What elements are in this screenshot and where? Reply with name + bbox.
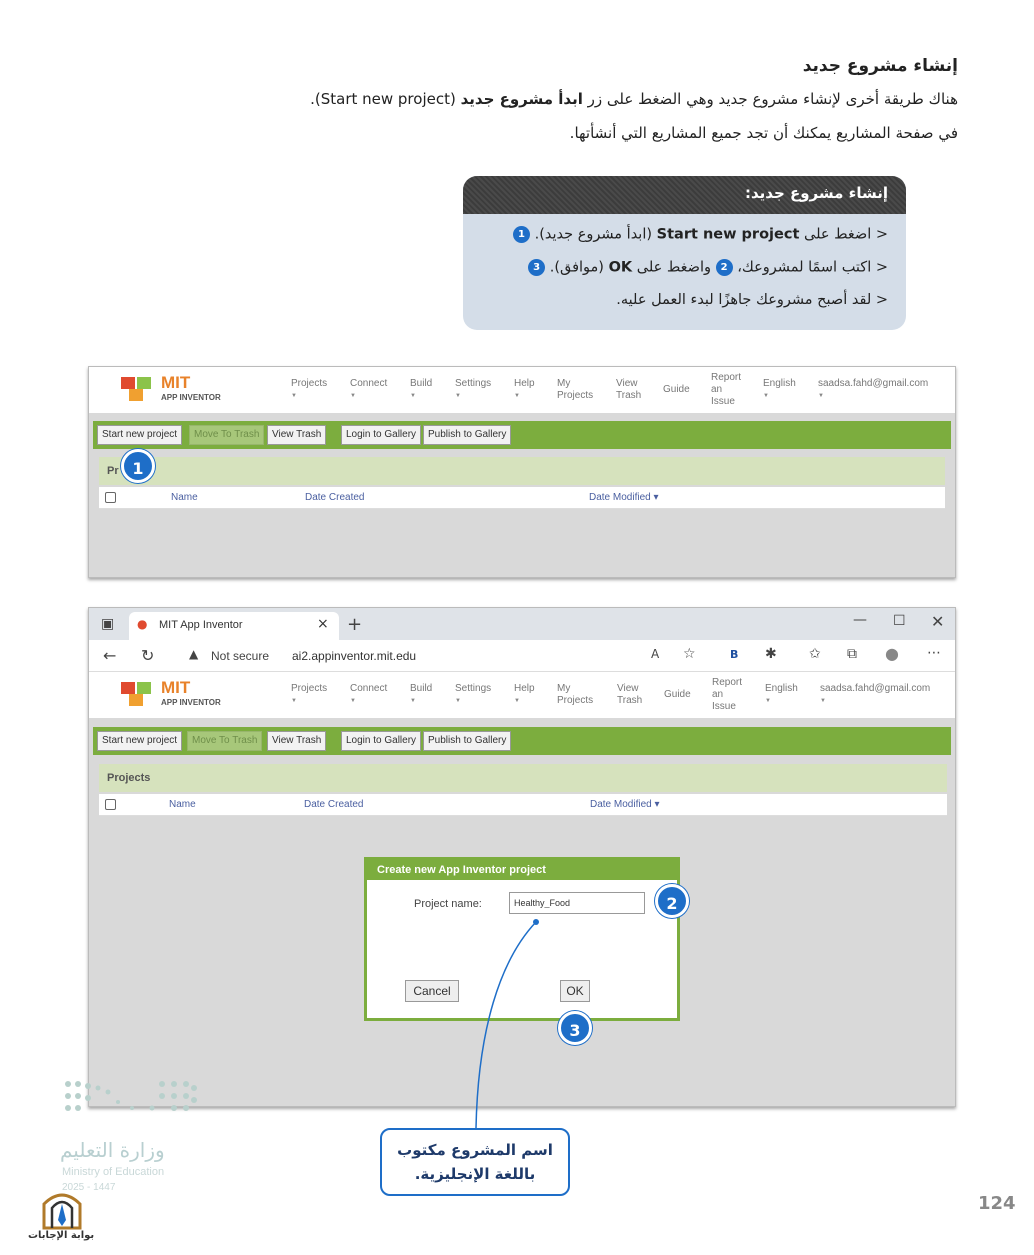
column-date-created[interactable]: Date Created [304, 799, 364, 810]
note-line-1: اسم المشروع مكتوب [397, 1141, 553, 1159]
nav-projects[interactable]: Projects ▼ [291, 378, 328, 399]
nav-connect[interactable]: Connect ▼ [350, 683, 388, 704]
column-date-modified[interactable]: Date Modified ▾ [589, 492, 659, 503]
bing-icon[interactable]: B [730, 648, 739, 661]
nav-language[interactable]: English ▼ [765, 683, 798, 704]
close-window-icon[interactable]: ✕ [931, 612, 945, 631]
nav-settings[interactable]: Settings ▼ [455, 378, 492, 399]
new-tab-icon[interactable]: + [347, 614, 363, 635]
step-2-text-b: واضغط على [636, 259, 711, 276]
not-secure-label[interactable]: Not secure [211, 649, 270, 663]
section-heading: إنشاء مشروع جديد [802, 56, 958, 76]
start-new-project-button[interactable]: Start new project [97, 425, 182, 445]
publish-to-gallery-button[interactable]: Publish to Gallery [423, 731, 511, 751]
extension-icon[interactable]: ✱ [765, 646, 777, 662]
callout-1: 1 [121, 449, 155, 483]
login-to-gallery-button[interactable]: Login to Gallery [341, 731, 421, 751]
ministry-english-name: Ministry of Education [62, 1166, 165, 1178]
move-to-trash-button[interactable]: Move To Trash [189, 425, 264, 445]
start-new-project-button[interactable]: Start new project [97, 731, 182, 751]
step-2-text-a: < اكتب اسمًا لمشروعك، [737, 259, 888, 276]
nav-account[interactable]: saadsa.fahd@gmail.com ▼ [820, 683, 931, 704]
read-aloud-icon[interactable]: A [651, 647, 660, 661]
step-2-bold: OK [608, 259, 633, 276]
nav-build[interactable]: Build ▼ [410, 683, 433, 704]
logo-sub-text: APP INVENTOR [161, 698, 221, 707]
nav-view-trash[interactable]: View Trash [616, 378, 642, 401]
move-to-trash-button[interactable]: Move To Trash [187, 731, 262, 751]
projects-header-2: Projects [99, 764, 947, 792]
nav-report-issue[interactable]: Report an Issue [711, 372, 742, 407]
step-1-number-badge: 1 [513, 226, 530, 243]
favorites-icon[interactable]: ✩ [809, 646, 821, 662]
nav-account[interactable]: saadsa.fahd@gmail.com ▼ [818, 378, 929, 399]
english-name-note [380, 1128, 570, 1196]
logo-mit-text: MIT [161, 373, 191, 392]
nav-help[interactable]: Help ▼ [514, 683, 535, 704]
close-tab-icon[interactable]: × [317, 616, 329, 632]
projects-header: Pr [99, 457, 945, 485]
nav-guide[interactable]: Guide [663, 384, 690, 395]
nav-settings[interactable]: Settings ▼ [455, 683, 492, 704]
step-2-text-c: (موافق). [549, 259, 604, 276]
callout-2: 2 [655, 884, 689, 918]
ministry-year: 2025 - 1447 [62, 1182, 116, 1193]
intro-text-b: (Start new project). [310, 90, 456, 108]
answers-gate-logo-icon [40, 1186, 84, 1230]
ministry-dots-logo-icon [62, 1078, 202, 1118]
nav-my-projects[interactable]: My Projects [557, 683, 594, 706]
callout-3: 3 [558, 1011, 592, 1045]
step-2-number-badge: 2 [716, 259, 733, 276]
ok-button[interactable]: OK [560, 980, 590, 1002]
tab-title: MIT App Inventor [159, 619, 243, 631]
step-1-bold: Start new project [656, 226, 800, 243]
steps-title: إنشاء مشروع جديد: [744, 184, 888, 202]
nav-language[interactable]: English ▼ [763, 378, 796, 399]
intro-line-2: في صفحة المشاريع يمكنك أن تجد جميع المشاريع التي أنشأتها. [569, 124, 958, 142]
project-name-label: Project name: [414, 898, 482, 910]
warning-icon: ▲ [189, 647, 199, 661]
nav-guide[interactable]: Guide [664, 689, 691, 700]
cancel-button[interactable]: Cancel [405, 980, 459, 1002]
refresh-icon[interactable]: ↻ [141, 646, 155, 665]
step-3: < لقد أصبح مشروعك جاهزًا لبدء العمل عليه. [616, 292, 888, 308]
answers-gate-label: بوابة الإجابات [28, 1230, 95, 1241]
nav-build[interactable]: Build ▼ [410, 378, 433, 399]
note-line-2: باللغة الإنجليزية. [414, 1165, 536, 1183]
tab-actions-icon[interactable]: ▣ [101, 616, 115, 632]
nav-connect[interactable]: Connect ▼ [350, 378, 388, 399]
back-arrow-icon[interactable]: ← [103, 646, 117, 665]
nav-projects[interactable]: Projects ▼ [291, 683, 328, 704]
dialog-title: Create new App Inventor project [367, 860, 677, 880]
page-number: 124 [978, 1193, 1016, 1214]
collections-icon[interactable]: ⧉ [847, 646, 857, 662]
ministry-arabic-name: وزارة التعليم [60, 1138, 165, 1162]
intro-text-a: هناك طريقة أخرى لإنشاء مشروع جديد وهي الضغط على زر [587, 90, 958, 108]
login-to-gallery-button[interactable]: Login to Gallery [341, 425, 421, 445]
step-3-number-badge: 3 [528, 259, 545, 276]
column-date-modified[interactable]: Date Modified ▾ [590, 799, 660, 810]
column-name[interactable]: Name [171, 492, 198, 503]
column-date-created[interactable]: Date Created [305, 492, 365, 503]
step-1-text-b: (ابدأ مشروع جديد). [534, 226, 653, 243]
view-trash-button[interactable]: View Trash [267, 425, 326, 445]
nav-view-trash[interactable]: View Trash [617, 683, 643, 706]
favorite-star-icon[interactable]: ☆ [683, 646, 696, 662]
nav-help[interactable]: Help ▼ [514, 378, 535, 399]
maximize-icon[interactable]: ☐ [893, 613, 906, 629]
nav-report-issue[interactable]: Report an Issue [712, 677, 743, 712]
logo-sub-text: APP INVENTOR [161, 393, 221, 402]
step-1-text-a: < اضغط على [803, 226, 888, 243]
nav-my-projects[interactable]: My Projects [557, 378, 594, 401]
publish-to-gallery-button[interactable]: Publish to Gallery [423, 425, 511, 445]
view-trash-button[interactable]: View Trash [267, 731, 326, 751]
intro-text-bold: ابدأ مشروع جديد [460, 90, 583, 108]
minimize-icon[interactable]: — [853, 612, 867, 628]
more-menu-icon[interactable]: ⋯ [927, 645, 941, 661]
column-name[interactable]: Name [169, 799, 196, 810]
profile-avatar-icon[interactable]: ● [885, 644, 899, 663]
favicon-icon: ● [137, 617, 148, 631]
logo-mit-text: MIT [161, 678, 191, 697]
url-text[interactable]: ai2.appinventor.mit.edu [292, 649, 417, 663]
